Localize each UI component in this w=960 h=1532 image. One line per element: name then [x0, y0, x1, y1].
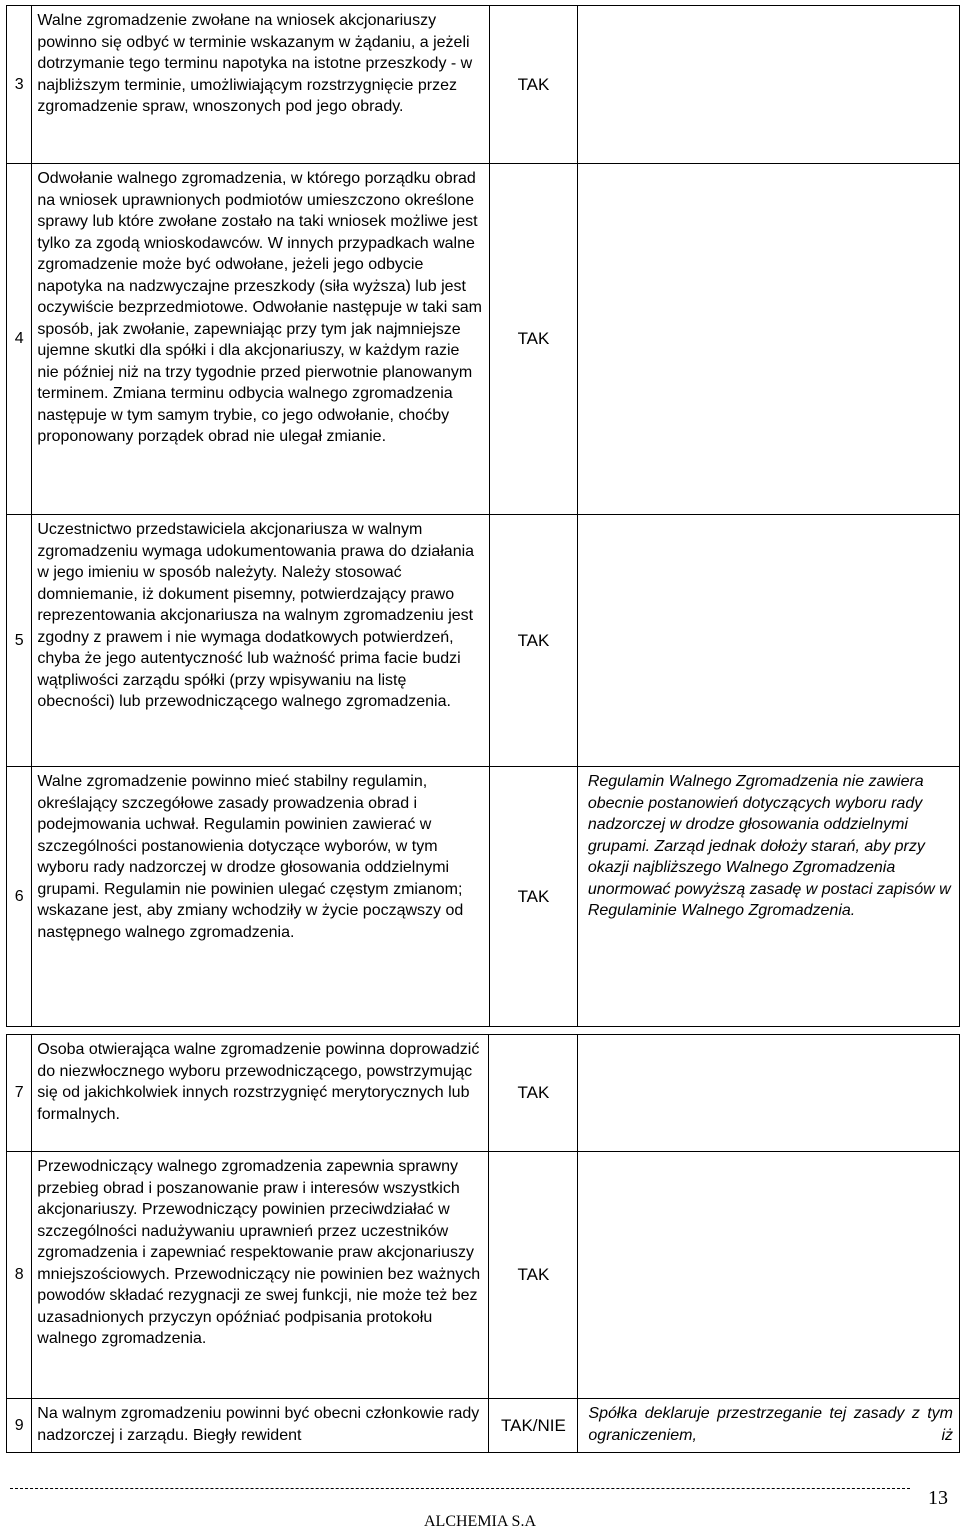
footer-divider — [10, 1488, 910, 1489]
principle-text: Walne zgromadzenie zwołane na wniosek akcjonariuszy powinno się odbyć w terminie wskazanym w żądaniu, a jeżeli dotrzymanie tego terminu napotyka na istotne przeszkody - w najbliższym terminie, umożliwiającym rozstrzygnięcie przez zgromadzenie spraw, wnoszonych pod jego obrady. — [32, 6, 490, 164]
compliance-answer: TAK — [489, 1035, 578, 1152]
compliance-table-2 — [6, 1034, 960, 1453]
compliance-answer: TAK — [490, 164, 578, 515]
compliance-answer: TAK — [490, 6, 578, 164]
comment-cell: Spółka deklaruje przestrzeganie tej zasady z tym ograniczeniem, iż — [578, 1399, 960, 1453]
principle-text: Walne zgromadzenie powinno mieć stabilny regulamin, określający szczegółowe zasady prowadzenia obrad i podejmowania uchwał. Regulamin powinien zawierać w szczególności postanowienia dotyczące wyborów, w tym wyboru rady nadzorczej w drodze głosowania oddzielnymi grupami. Regulamin nie powinien ulegać częstym zmianom; wskazane jest, aby zmiany wchodziły w życie począwszy od następnego walnego zgromadzenia. — [32, 767, 490, 1027]
principle-text: Przewodniczący walnego zgromadzenia zapewnia sprawny przebieg obrad i poszanowanie praw i interesów wszystkich akcjonariuszy. Przewodniczący powinien przeciwdziałać w szczególności nadużywaniu uprawnień przez uczestników zgromadzenia i zapewniać respektowanie praw akcjonariuszy mniejszościowych. Przewodniczący nie powinien bez ważnych powodów składać rezygnacji ze swej funkcji, nie może też bez uzasadnionych przyczyn opóźniać podpisania protokołu walnego zgromadzenia. — [32, 1152, 489, 1399]
row-number: 3 — [7, 6, 32, 164]
compliance-answer: TAK — [489, 1152, 578, 1399]
table-row — [7, 1035, 960, 1152]
footer-company-name: ALCHEMIA S.A — [423, 1513, 536, 1530]
comment-cell — [577, 6, 959, 164]
principle-text: Osoba otwierająca walne zgromadzenie powinna doprowadzić do niezwłocznego wyboru przewodniczącego, powstrzymując się od jakichkolwiek innych rozstrzygnięć merytorycznych lub formalnych. — [32, 1035, 489, 1152]
table-row — [7, 1152, 960, 1399]
row-number: 9 — [7, 1399, 32, 1453]
row-number: 8 — [7, 1152, 32, 1399]
row-number: 6 — [7, 767, 32, 1027]
table-row — [7, 6, 960, 164]
compliance-table-1 — [6, 5, 960, 1027]
table-row — [7, 1399, 960, 1453]
compliance-answer: TAK — [490, 515, 578, 767]
row-number: 7 — [7, 1035, 32, 1152]
table-row — [7, 515, 960, 767]
table-row — [7, 767, 960, 1027]
compliance-answer: TAK/NIE — [489, 1399, 578, 1453]
principle-text: Uczestnictwo przedstawiciela akcjonariusza w walnym zgromadzeniu wymaga udokumentowania prawa do działania w jego imieniu w sposób należyty. Należy stosować domniemanie, iż dokument pisemny, potwierdzający prawo reprezentowania akcjonariusza na walnym zgromadzeniu jest zgodny z prawem i nie wymaga dodatkowych potwierdzeń, chyba że jego autentyczność lub ważność prima facie budzi wątpliwości zarządu spółki (przy wpisywaniu na listę obecności) lub przewodniczącego walnego zgromadzenia. — [32, 515, 490, 767]
comment-cell — [577, 164, 959, 515]
comment-cell — [578, 1152, 960, 1399]
comment-cell — [577, 515, 959, 767]
principle-text: Na walnym zgromadzeniu powinni być obecni członkowie rady nadzorczej i zarządu. Biegły rewident — [32, 1399, 489, 1453]
comment-cell — [578, 1035, 960, 1152]
table-row — [7, 164, 960, 515]
row-number: 4 — [7, 164, 32, 515]
comment-cell: Regulamin Walnego Zgromadzenia nie zawiera obecnie postanowień dotyczących wyboru rady nadzorczej w drodze głosowania oddzielnymi grupami. Zarząd jednak dołoży starań, aby przy okazji najbliższego Walnego Zgromadzenia unormować powyższą zasadę w postaci zapisów w Regulaminie Walnego Zgromadzenia. — [577, 767, 959, 1027]
row-number: 5 — [7, 515, 32, 767]
page-number: 13 — [928, 1487, 948, 1509]
principle-text: Odwołanie walnego zgromadzenia, w którego porządku obrad na wniosek uprawnionych podmiotów umieszczono określone sprawy lub które zwołane zostało na taki wniosek możliwe jest tylko za zgodą wnioskodawców. W innych przypadkach walne zgromadzenie może być odwołane, jeżeli jego odbycie napotyka na nadzwyczajne przeszkody (siła wyższa) lub jest oczywiście bezprzedmiotowe. Odwołanie następuje w taki sam sposób, jak zwołanie, zapewniając przy tym jak najmniejsze ujemne skutki dla spółki i dla akcjonariuszy, w każdym razie nie później niż na trzy tygodnie przed pierwotnie planowanym terminem. Zmiana terminu odbycia walnego zgromadzenia następuje w tym samym trybie, co jego odwołanie, choćby proponowany porządek obrad nie ulegał zmianie. — [32, 164, 490, 515]
compliance-answer: TAK — [490, 767, 578, 1027]
